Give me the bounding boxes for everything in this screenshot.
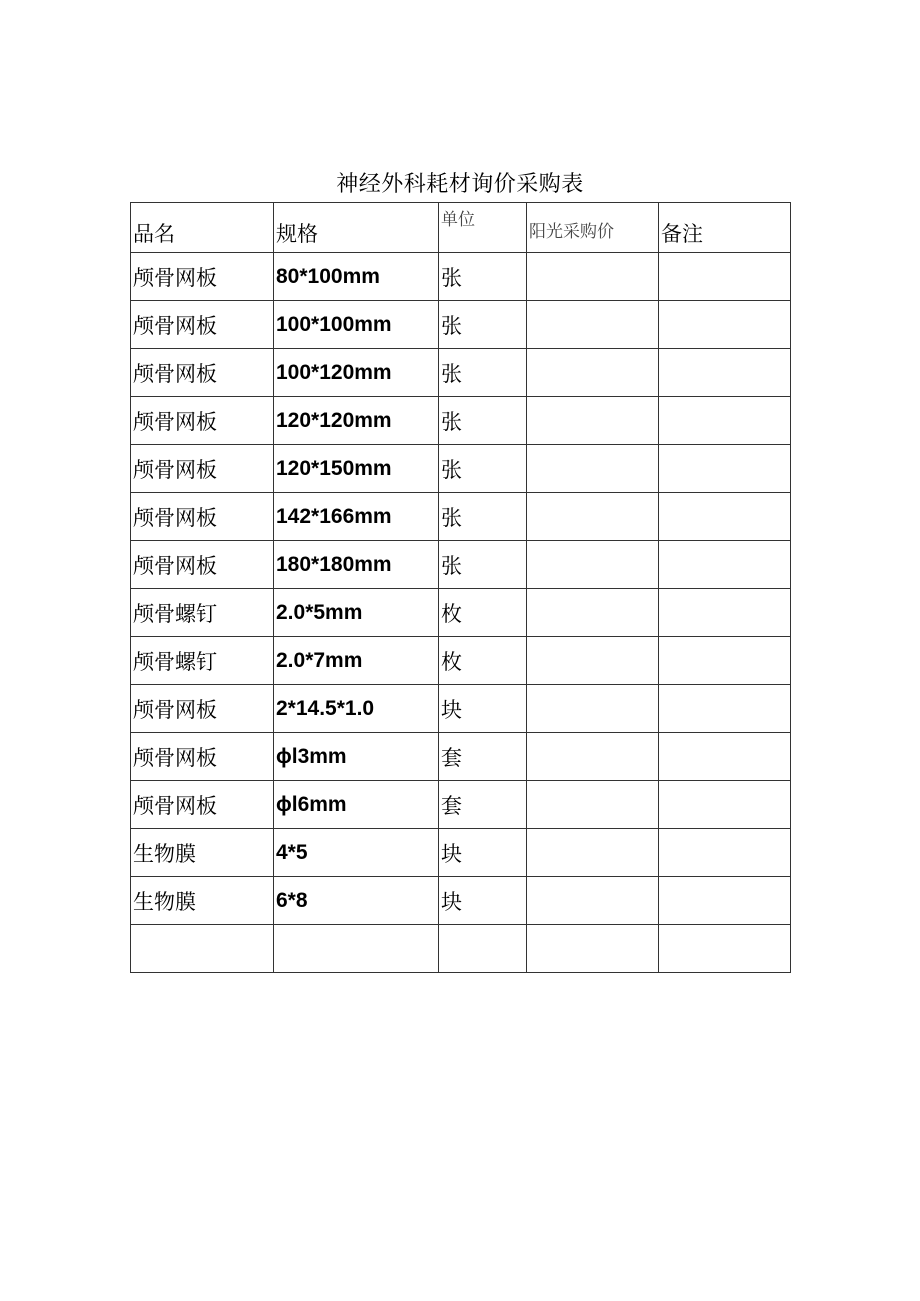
cell-price — [527, 349, 659, 397]
cell-note — [659, 445, 791, 493]
cell-note — [659, 253, 791, 301]
cell-spec: 2*14.5*1.0 — [274, 685, 439, 733]
cell-unit: 张 — [439, 397, 527, 445]
cell-price — [527, 925, 659, 973]
inquiry-table — [130, 202, 791, 973]
header-price: 阳光采购价 — [527, 203, 659, 253]
cell-name: 生物膜 — [131, 829, 274, 877]
cell-unit: 套 — [439, 781, 527, 829]
cell-price — [527, 877, 659, 925]
cell-name: 颅骨螺钉 — [131, 637, 274, 685]
cell-spec: 180*180mm — [274, 541, 439, 589]
table-row — [131, 781, 791, 829]
cell-name: 颅骨螺钉 — [131, 589, 274, 637]
table-row — [131, 253, 791, 301]
table-row — [131, 685, 791, 733]
cell-note — [659, 493, 791, 541]
cell-note — [659, 877, 791, 925]
table-row — [131, 349, 791, 397]
cell-unit: 块 — [439, 829, 527, 877]
cell-price — [527, 733, 659, 781]
cell-spec: 100*120mm — [274, 349, 439, 397]
cell-spec: 80*100mm — [274, 253, 439, 301]
cell-price — [527, 493, 659, 541]
cell-note — [659, 637, 791, 685]
cell-unit: 张 — [439, 493, 527, 541]
cell-note — [659, 589, 791, 637]
cell-spec: 100*100mm — [274, 301, 439, 349]
cell-unit: 张 — [439, 349, 527, 397]
cell-price — [527, 397, 659, 445]
cell-price — [527, 445, 659, 493]
table-row — [131, 925, 791, 973]
cell-unit: 张 — [439, 301, 527, 349]
cell-price — [527, 781, 659, 829]
cell-price — [527, 637, 659, 685]
table-row — [131, 301, 791, 349]
cell-unit: 块 — [439, 877, 527, 925]
cell-note — [659, 829, 791, 877]
cell-name — [131, 925, 274, 973]
header-name: 品名 — [131, 203, 274, 253]
cell-spec: ϕl3mm — [274, 733, 439, 781]
cell-spec: 4*5 — [274, 829, 439, 877]
cell-note — [659, 925, 791, 973]
cell-name: 颅骨网板 — [131, 493, 274, 541]
table-row — [131, 589, 791, 637]
cell-spec: ϕl6mm — [274, 781, 439, 829]
cell-spec: 2.0*7mm — [274, 637, 439, 685]
table-row — [131, 829, 791, 877]
cell-spec — [274, 925, 439, 973]
table-row — [131, 493, 791, 541]
header-note: 备注 — [659, 203, 791, 253]
cell-spec: 142*166mm — [274, 493, 439, 541]
cell-spec: 120*120mm — [274, 397, 439, 445]
header-spec: 规格 — [274, 203, 439, 253]
header-unit: 单位 — [439, 203, 527, 253]
cell-note — [659, 541, 791, 589]
cell-price — [527, 301, 659, 349]
cell-name: 颅骨网板 — [131, 349, 274, 397]
cell-name: 颅骨网板 — [131, 253, 274, 301]
cell-unit: 张 — [439, 445, 527, 493]
cell-price — [527, 685, 659, 733]
cell-unit: 张 — [439, 541, 527, 589]
cell-unit: 枚 — [439, 637, 527, 685]
cell-price — [527, 541, 659, 589]
cell-name: 颅骨网板 — [131, 685, 274, 733]
cell-spec: 120*150mm — [274, 445, 439, 493]
cell-name: 颅骨网板 — [131, 397, 274, 445]
cell-name: 颅骨网板 — [131, 733, 274, 781]
table-header-row — [131, 203, 791, 253]
cell-name: 颅骨网板 — [131, 445, 274, 493]
cell-price — [527, 253, 659, 301]
cell-name: 生物膜 — [131, 877, 274, 925]
cell-price — [527, 829, 659, 877]
cell-note — [659, 397, 791, 445]
cell-name: 颅骨网板 — [131, 781, 274, 829]
table-row — [131, 877, 791, 925]
cell-unit: 块 — [439, 685, 527, 733]
page-title: 神经外科耗材询价采购表 — [336, 172, 584, 197]
cell-unit: 枚 — [439, 589, 527, 637]
cell-name: 颅骨网板 — [131, 301, 274, 349]
cell-note — [659, 685, 791, 733]
cell-note — [659, 733, 791, 781]
cell-spec: 2.0*5mm — [274, 589, 439, 637]
cell-name: 颅骨网板 — [131, 541, 274, 589]
cell-unit — [439, 925, 527, 973]
cell-note — [659, 349, 791, 397]
table-row — [131, 733, 791, 781]
cell-unit: 张 — [439, 253, 527, 301]
cell-note — [659, 781, 791, 829]
table-row — [131, 541, 791, 589]
cell-unit: 套 — [439, 733, 527, 781]
table-row — [131, 637, 791, 685]
cell-note — [659, 301, 791, 349]
cell-spec: 6*8 — [274, 877, 439, 925]
table-row — [131, 397, 791, 445]
cell-price — [527, 589, 659, 637]
table-body — [131, 203, 791, 973]
table-row — [131, 445, 791, 493]
